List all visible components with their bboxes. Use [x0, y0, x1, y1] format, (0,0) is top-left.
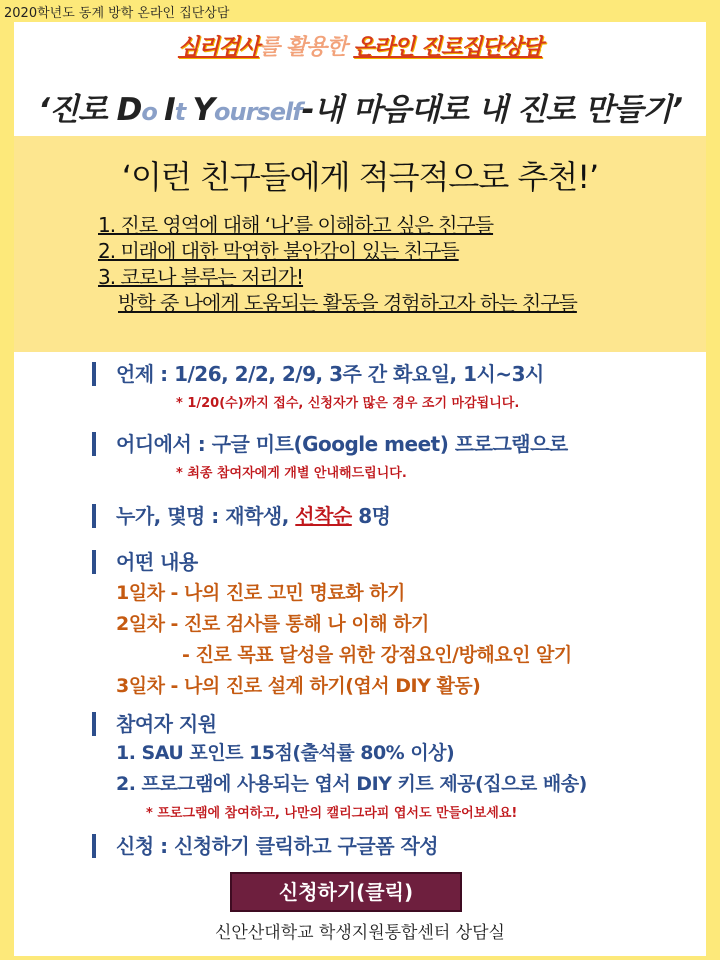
who-post: 8명 [351, 504, 391, 528]
section-where [92, 432, 568, 481]
title-i: I [164, 92, 175, 128]
subtitle-online-counseling: 온라인 진로집단상담 [353, 35, 543, 60]
recommend-list [98, 212, 577, 316]
apply-text: 신청 : 신청하기 클릭하고 구글폼 작성 [92, 834, 438, 858]
support-item: 2. 프로그램에 사용되는 엽서 DIY 키트 제공(집으로 배송) [116, 773, 587, 795]
where-note: * 최종 참여자에게 개별 안내해드립니다. [176, 466, 407, 481]
section-content [92, 550, 572, 702]
title-ourself: ourself [214, 98, 302, 126]
subtitle [14, 30, 706, 61]
recommend-heading: ‘이런 친구들에게 적극적으로 추천!’ [121, 158, 599, 196]
section-who [92, 504, 390, 528]
title-y: Y [192, 92, 214, 128]
title-o: o [141, 98, 165, 126]
poster-card [14, 22, 706, 956]
recommend-item: 3. 코로나 블루는 저리가! [98, 265, 304, 289]
when-note: * 1/20(수)까지 접수, 신청자가 많은 경우 조기 마감됩니다. [176, 396, 520, 411]
when-text: 언제 : 1/26, 2/2, 2/9, 3주 간 화요일, 1시~3시 [92, 362, 544, 386]
first-come-label: 선착순 [295, 504, 352, 528]
support-item: 1. SAU 포인트 15점(출석률 80% 이상) [116, 742, 455, 764]
section-support [92, 712, 587, 821]
section-apply [92, 834, 438, 858]
footer-org: 신안산대학교 학생지원통합센터 상담실 [215, 923, 505, 943]
who-pre: 누가, 몇명 : 재학생, [116, 504, 296, 528]
support-note: * 프로그램에 참여하고, 나만의 캘리그라피 엽서도 만들어보세요! [146, 806, 518, 821]
support-heading: 참여자 지원 [92, 712, 587, 736]
title-open: ‘진로 [38, 92, 117, 128]
content-day2: 2일차 - 진로 검사를 통해 나 이해 하기 [116, 613, 429, 635]
content-heading: 어떤 내용 [92, 550, 572, 574]
recommend-item: 방학 중 나에게 도움되는 활동을 경험하고자 하는 친구들 [118, 291, 577, 315]
who-text [92, 504, 390, 528]
where-text: 어디에서 : 구글 미트(Google meet) 프로그램으로 [92, 432, 568, 456]
recommend-box [14, 136, 706, 352]
recommend-item: 2. 미래에 대한 막연한 불안감이 있는 친구들 [98, 239, 459, 263]
subtitle-using: 를 활용한 [258, 35, 354, 60]
title-rest: -내 마음대로 내 진로 만들기’ [301, 92, 682, 128]
title-d: D [116, 92, 142, 128]
apply-button[interactable]: 신청하기(클릭) [230, 872, 462, 912]
recommend-item: 1. 진로 영역에 대해 ‘나’를 이해하고 싶은 친구들 [98, 213, 494, 237]
title-t: t [174, 98, 193, 126]
content-day2-sub: - 진로 목표 달성을 위한 강점요인/방해요인 알기 [182, 644, 572, 666]
content-day1: 1일차 - 나의 진로 고민 명료화 하기 [116, 582, 405, 604]
main-title [14, 84, 706, 129]
subtitle-psych-test: 심리검사 [177, 35, 259, 60]
top-label: 2020학년도 동계 방학 온라인 집단상담 [4, 6, 230, 21]
section-when [92, 362, 544, 411]
content-day3: 3일차 - 나의 진로 설계 하기(엽서 DIY 활동) [116, 675, 481, 697]
